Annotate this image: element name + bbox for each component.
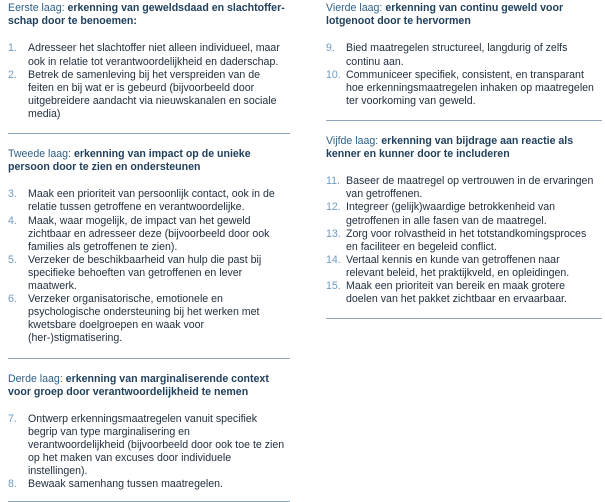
list-item: [318, 42, 602, 68]
item-text: Adresseer het slachtoffer niet alleen individueel, maar ook in relatie tot verantwoordelijkheid en daderschap.: [28, 42, 290, 68]
layer-label: Tweede laag:: [8, 148, 71, 160]
list-item: [318, 280, 602, 306]
list-item: [318, 175, 602, 201]
layer-title: erkenning van continu geweld voor lotgenoot door te hervormen: [326, 2, 563, 27]
layer-label: Eerste laag:: [8, 2, 65, 14]
item-text: Maak een prioriteit van persoonlijk contact, ook in de relatie tussen getroffene en verantwoordelijke.: [28, 188, 290, 214]
layer-heading: [8, 148, 290, 174]
layer-title: erkenning van impact op de unieke persoon door te zien en ondersteunen: [8, 148, 251, 173]
item-number: 6.: [0, 293, 28, 345]
layer-section-3: [0, 359, 290, 502]
layer-label: Derde laag:: [8, 373, 63, 385]
layer-title: erkenning van marginaliserende context voor groep door verantwoordelijkheid te nemen: [8, 373, 269, 398]
layer-heading: [326, 135, 602, 161]
list-item: [318, 201, 602, 227]
item-number: 11.: [318, 175, 346, 201]
item-number: 8.: [0, 478, 28, 491]
layer-heading: [326, 2, 602, 28]
item-number: 2.: [0, 69, 28, 121]
section-divider: [326, 318, 602, 319]
item-text: Ontwerp erkenningsmaatregelen vanuit specifiek begrip van type marginalisering en verantwoordelijkheid (bijvoorbeeld door ook toe te zien op het maken van excuses door individuele instellingen).: [28, 413, 290, 478]
measure-list: [0, 188, 290, 345]
layer-section-5: [318, 121, 602, 319]
layer-heading: [8, 2, 290, 28]
item-number: 15.: [318, 280, 346, 306]
measure-list: [0, 42, 290, 121]
item-number: 5.: [0, 254, 28, 293]
layer-title: erkenning van bijdrage aan reactie als kenner en kunner door te includeren: [326, 135, 573, 160]
item-text: Bied maatregelen structureel, langdurig of zelfs continu aan.: [346, 42, 602, 68]
item-text: Maak, waar mogelijk, de impact van het geweld zichtbaar en adresseer deze (bijvoorbeeld door ook families als getroffenen te zien).: [28, 215, 290, 254]
item-number: 3.: [0, 188, 28, 214]
item-number: 14.: [318, 254, 346, 280]
list-item: [0, 69, 290, 121]
item-text: Betrek de samenleving bij het verspreiden van de feiten en bij wat er is gebeurd (bijvoorbeeld door uitgebreidere aandacht via nieuwskanalen en sociale media): [28, 69, 290, 121]
item-text: Vertaal kennis en kunde van getroffenen naar relevant beleid, het praktijkveld, en opleidingen.: [346, 254, 602, 280]
item-text: Verzeker de beschikbaarheid van hulp die past bij specifieke behoeften van getroffenen en lever maatwerk.: [28, 254, 290, 293]
layer-title: erkenning van geweldsdaad en slachtoffer-schap door te benoemen:: [8, 2, 285, 27]
measure-list: [318, 42, 602, 107]
measure-list: [0, 413, 290, 492]
list-item: [0, 42, 290, 68]
list-item: [0, 478, 290, 491]
item-text: Bewaak samenhang tussen maatregelen.: [28, 478, 290, 491]
item-text: Baseer de maatregel op vertrouwen in de ervaringen van getroffenen.: [346, 175, 602, 201]
list-item: [0, 413, 290, 478]
item-number: 7.: [0, 413, 28, 478]
item-number: 4.: [0, 215, 28, 254]
measure-list: [318, 175, 602, 306]
list-item: [318, 254, 602, 280]
layer-section-2: [0, 134, 290, 359]
item-text: Maak een prioriteit van bereik en maak grotere doelen van het pakket zichtbaar en ervaarbaar.: [346, 280, 602, 306]
item-text: Verzeker organisatorische, emotionele en psychologische ondersteuning bij het werken met kwetsbare doelgroepen en waak voor (her-)stigmatisering.: [28, 293, 290, 345]
layer-section-4: [318, 0, 602, 121]
layer-label: Vierde laag:: [326, 2, 382, 14]
list-item: [0, 215, 290, 254]
item-text: Integreer (gelijk)waardige betrokkenheid van getroffenen in alle fasen van de maatregel.: [346, 201, 602, 227]
item-number: 12.: [318, 201, 346, 227]
right-column: [318, 0, 602, 319]
left-column: [0, 0, 290, 502]
list-item: [318, 228, 602, 254]
item-number: 1.: [0, 42, 28, 68]
list-item: [0, 188, 290, 214]
layer-label: Vijfde laag:: [326, 135, 378, 147]
list-item: [318, 69, 602, 108]
layer-section-1: [0, 0, 290, 134]
item-text: Communiceer specifiek, consistent, en transparant hoe erkenningsmaatregelen inhaken op maatregelen ter voorkoming van geweld.: [346, 69, 602, 108]
item-number: 13.: [318, 228, 346, 254]
item-text: Zorg voor rolvastheid in het totstandkomingsproces en faciliteer en begeleid conflict.: [346, 228, 602, 254]
item-number: 10.: [318, 69, 346, 108]
list-item: [0, 254, 290, 293]
list-item: [0, 293, 290, 345]
layer-heading: [8, 373, 290, 399]
item-number: 9.: [318, 42, 346, 68]
